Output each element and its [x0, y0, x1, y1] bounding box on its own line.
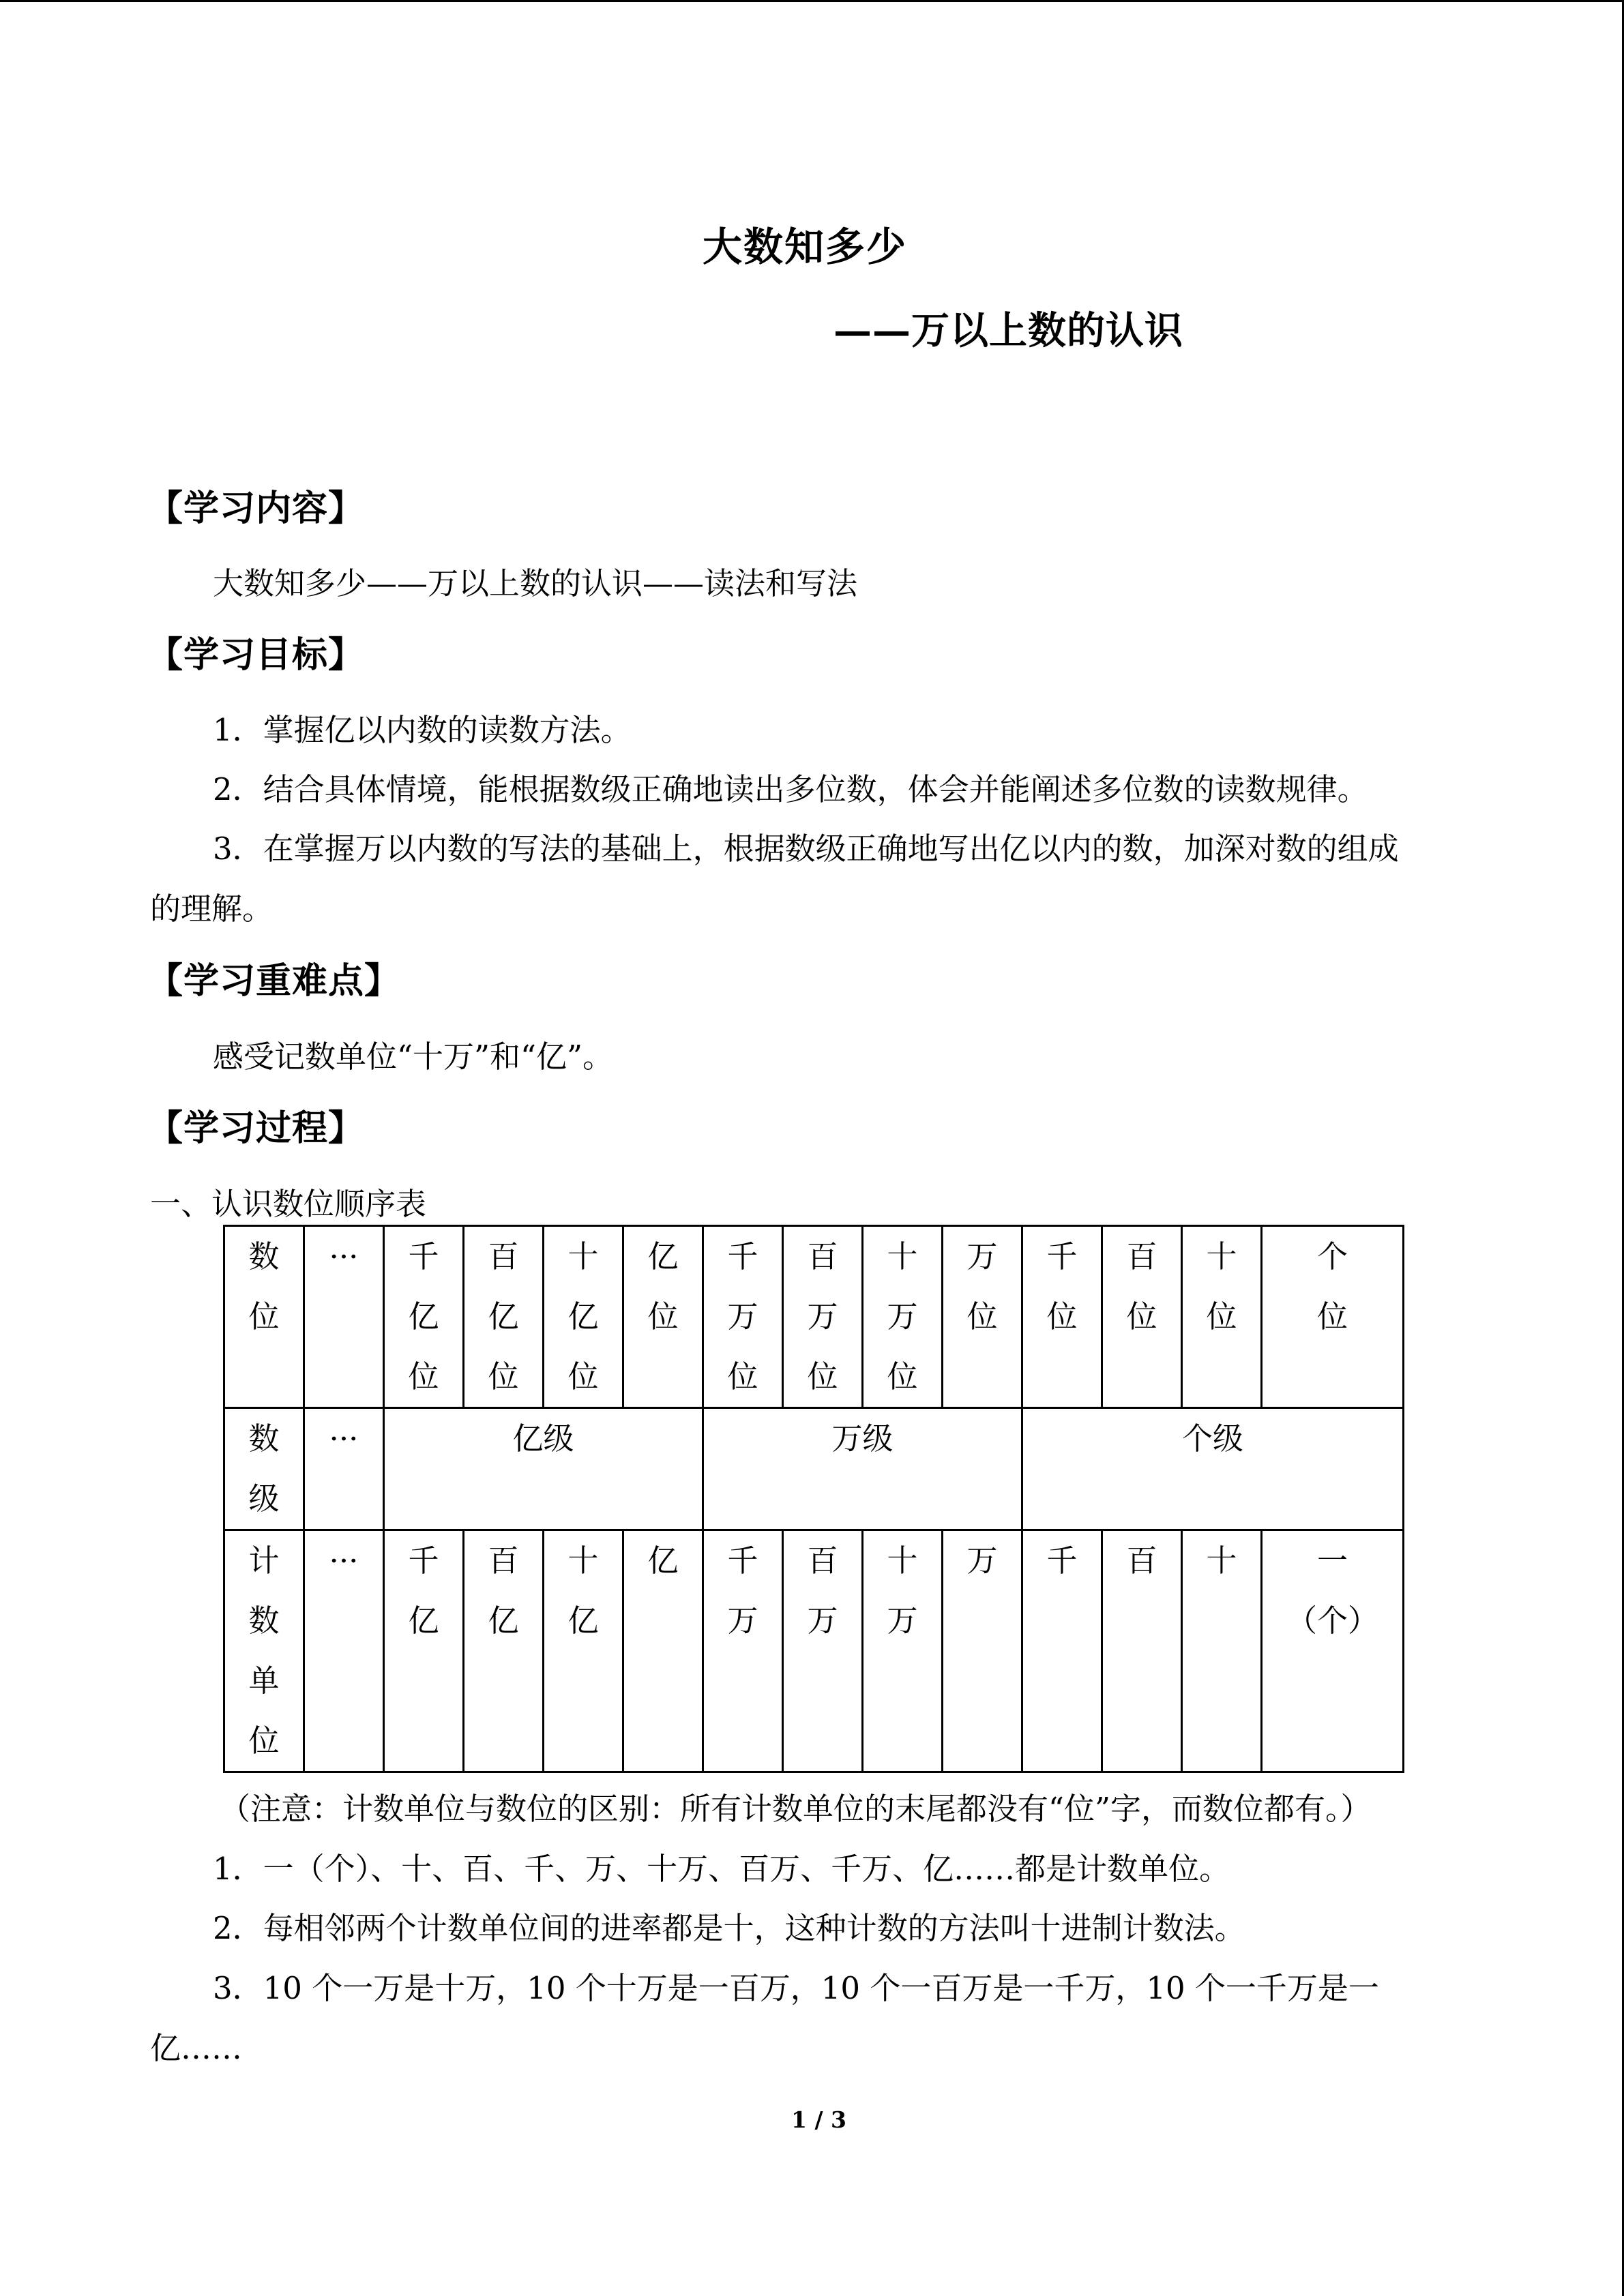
row-label-unit: 计 数 单 位: [224, 1530, 304, 1772]
place-cell: 十 亿 位: [544, 1226, 623, 1408]
unit-cell: 百: [1102, 1530, 1182, 1772]
place-cell: 千 亿 位: [384, 1226, 464, 1408]
row-label-level: 数 级: [224, 1408, 304, 1530]
unit-cell: 千: [1022, 1530, 1102, 1772]
ellipsis-cell: ···: [304, 1408, 384, 1530]
goal-3-line-1: 3．在掌握万以内数的写法的基础上，根据数级正确地写出亿以内的数，加深对数的组成: [213, 831, 1399, 867]
page-number: 1 / 3: [791, 2106, 846, 2133]
unit-cell: 亿: [623, 1530, 703, 1772]
note-item-3-line-2: 亿……: [150, 2030, 243, 2066]
note-item-1: 1．一（个）、十、百、千、万、十万、百万、千万、亿……都是计数单位。: [213, 1851, 1230, 1887]
note-text: （注意：计数单位与数位的区别：所有计数单位的末尾都没有“位”字，而数位都有。）: [220, 1791, 1372, 1827]
unit-cell: 十 亿: [544, 1530, 623, 1772]
row-units: [224, 1530, 1404, 1772]
place-cell: 千 万 位: [703, 1226, 783, 1408]
label-text: 数 位: [248, 1238, 280, 1335]
document-subtitle: ——万以上数的认识: [833, 308, 1183, 353]
unit-cell: 百 万: [783, 1530, 863, 1772]
ellipsis-cell: ···: [304, 1530, 384, 1772]
place-cell: 百 亿 位: [464, 1226, 544, 1408]
place-cell: 万 位: [943, 1226, 1022, 1408]
part-one-title: 一、认识数位顺序表: [150, 1186, 427, 1222]
note-item-3-line-1: 3．10 个一万是十万，10 个十万是一百万，10 个一百万是一千万，10 个一千万是一: [213, 1970, 1379, 2006]
place-cell: 十 位: [1182, 1226, 1262, 1408]
goal-1: 1．掌握亿以内数的读数方法。: [213, 712, 632, 748]
heading-difficulty: 【学习重难点】: [147, 960, 401, 1002]
place-cell: 亿 位: [623, 1226, 703, 1408]
unit-cell: 十: [1182, 1530, 1262, 1772]
row-label-place: [224, 1226, 304, 1408]
content-text: 大数知多少——万以上数的认识——读法和写法: [213, 565, 858, 601]
place-cell: 千 位: [1022, 1226, 1102, 1408]
unit-cell: 十 万: [863, 1530, 943, 1772]
level-cell-wan: 万级: [703, 1408, 1022, 1530]
unit-cell: 千 万: [703, 1530, 783, 1772]
level-cell-ge: 个级: [1022, 1408, 1404, 1530]
row-place-names: [224, 1226, 1404, 1408]
unit-cell: 百 亿: [464, 1530, 544, 1772]
goal-3-line-2: 的理解。: [150, 891, 274, 927]
difficulty-text: 感受记数单位“十万”和“亿”。: [213, 1039, 614, 1075]
ellipsis-cell: ···: [304, 1226, 384, 1408]
place-cell: 十 万 位: [863, 1226, 943, 1408]
unit-cell: 一 （个）: [1262, 1530, 1404, 1772]
heading-content: 【学习内容】: [147, 488, 365, 529]
goal-2: 2．结合具体情境，能根据数级正确地读出多位数，体会并能阐述多位数的读数规律。: [213, 771, 1368, 807]
unit-cell: 千 亿: [384, 1530, 464, 1772]
document-title: 大数知多少: [703, 224, 908, 270]
unit-cell: 万: [943, 1530, 1022, 1772]
level-cell-yi: 亿级: [384, 1408, 703, 1530]
heading-goals: 【学习目标】: [147, 634, 365, 676]
place-cell: 百 位: [1102, 1226, 1182, 1408]
place-cell: 个 位: [1262, 1226, 1404, 1408]
note-item-2: 2．每相邻两个计数单位间的进率都是十，这种计数的方法叫十进制计数法。: [213, 1910, 1245, 1946]
row-levels: [224, 1408, 1404, 1530]
place-cell: 百 万 位: [783, 1226, 863, 1408]
heading-process: 【学习过程】: [147, 1107, 365, 1149]
place-value-table: [223, 1225, 1404, 1773]
